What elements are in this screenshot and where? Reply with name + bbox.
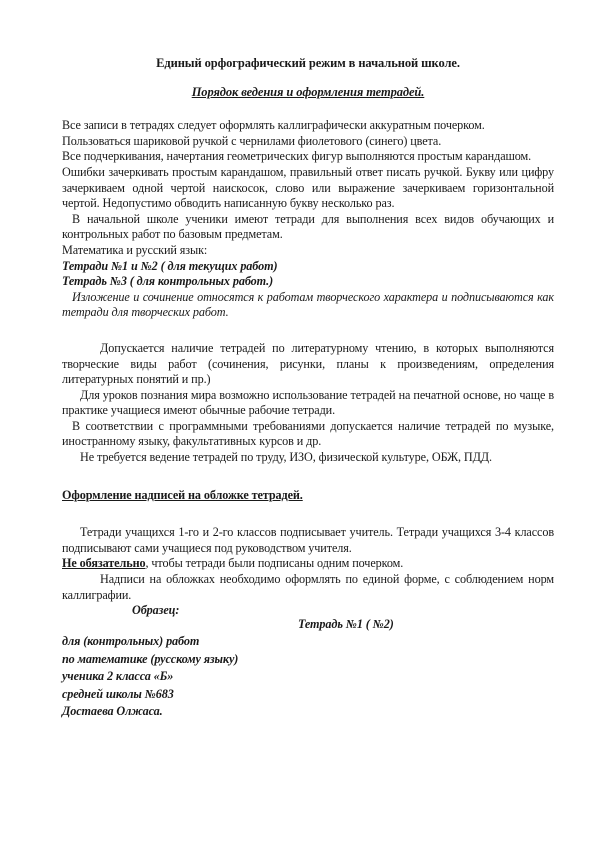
paragraph-pen: Пользоваться шариковой ручкой с чернилами фиолетового (синего) цвета. <box>62 133 442 148</box>
document-subtitle: Порядок ведения и оформления тетрадей. <box>191 84 425 99</box>
paragraph-world-knowledge: Для уроков познания мира возможно использование тетрадей на печатной основе, но чаще в практике учащиеся имеют обычные рабочие тетради. <box>62 387 554 418</box>
sample-line: средней школы №683 <box>62 686 174 701</box>
section-heading-cover: Оформление надписей на обложке тетрадей. <box>62 487 303 502</box>
emphasis-not-mandatory: Не обязательно <box>62 556 146 571</box>
sample-line: Достаева Олжаса. <box>62 704 163 719</box>
paragraph-not-required: Не требуется ведение тетрадей по труду, ИЗО, физической культуре, ОБЖ, ПДД. <box>80 450 492 465</box>
paragraph-program-requirements: В соответствии с программными требованиями допускается наличие тетрадей по музыке, иностранному языку, факультативных курсов и др. <box>62 418 554 449</box>
paragraph-cover-format: Надписи на обложках необходимо оформлять по единой форме, с соблюдением норм каллиграфии. <box>62 572 554 602</box>
sample-line: ученика 2 класса «Б» <box>62 669 174 684</box>
paragraph-notebooks: В начальной школе ученики имеют тетради для выполнения всех видов обучающих и контрольных работ по базовым предметам. <box>62 211 554 242</box>
paragraph-creative-works: Изложение и сочинение относятся к работам творческого характера и подписываются как тетради для творческих работ. <box>62 289 554 320</box>
paragraph-underlining: Все подчеркивания, начертания геометрических фигур выполняются простым карандашом. <box>62 149 532 164</box>
sample-line: по математике (русскому языку) <box>62 651 239 666</box>
sample-line: для (контрольных) работ <box>62 634 200 649</box>
paragraph-math-russian: Математика и русский язык: <box>62 242 208 257</box>
sample-notebook-title: Тетрадь №1 ( №2) <box>298 617 394 632</box>
paragraph-not-mandatory <box>62 556 554 572</box>
spacer <box>62 321 554 341</box>
sample-header <box>62 603 554 633</box>
sample-cover-text <box>62 633 554 721</box>
paragraph-cover-signing: Тетради учащихся 1-го и 2-го классов подписывает учитель. Тетради учащихся 3-4 классов подписывают сами учащиеся под руководством учителя. <box>62 525 554 555</box>
paragraph-literary-reading: Допускается наличие тетрадей по литературному чтению, в которых выполняются творческие виды работ (сочинения, рисунки, планы к произведениям, определения литературных понятий и пр.) <box>62 340 554 387</box>
paragraph-handwriting: Все записи в тетрадях следует оформлять каллиграфически аккуратным почерком. <box>62 118 485 133</box>
paragraph-notebooks-1-2: Тетради №1 и №2 ( для текущих работ) <box>62 258 278 273</box>
document-title: Единый орфографический режим в начальной школе. <box>156 56 460 70</box>
paragraph-not-mandatory-rest: , чтобы тетради были подписаны одним почерком. <box>145 556 404 571</box>
sample-label: Образец: <box>132 603 180 618</box>
paragraph-notebook-3: Тетрадь №3 ( для контрольных работ.) <box>62 274 274 289</box>
paragraph-errors: Ошибки зачеркивать простым карандашом, правильный ответ писать ручкой. Букву или цифру зачеркиваем одной чертой наискосок, слово или выражение зачеркиваем горизонтальной чертой. Недопустимо обводить написанную букву несколько раз. <box>62 164 554 211</box>
document-body <box>62 56 554 721</box>
